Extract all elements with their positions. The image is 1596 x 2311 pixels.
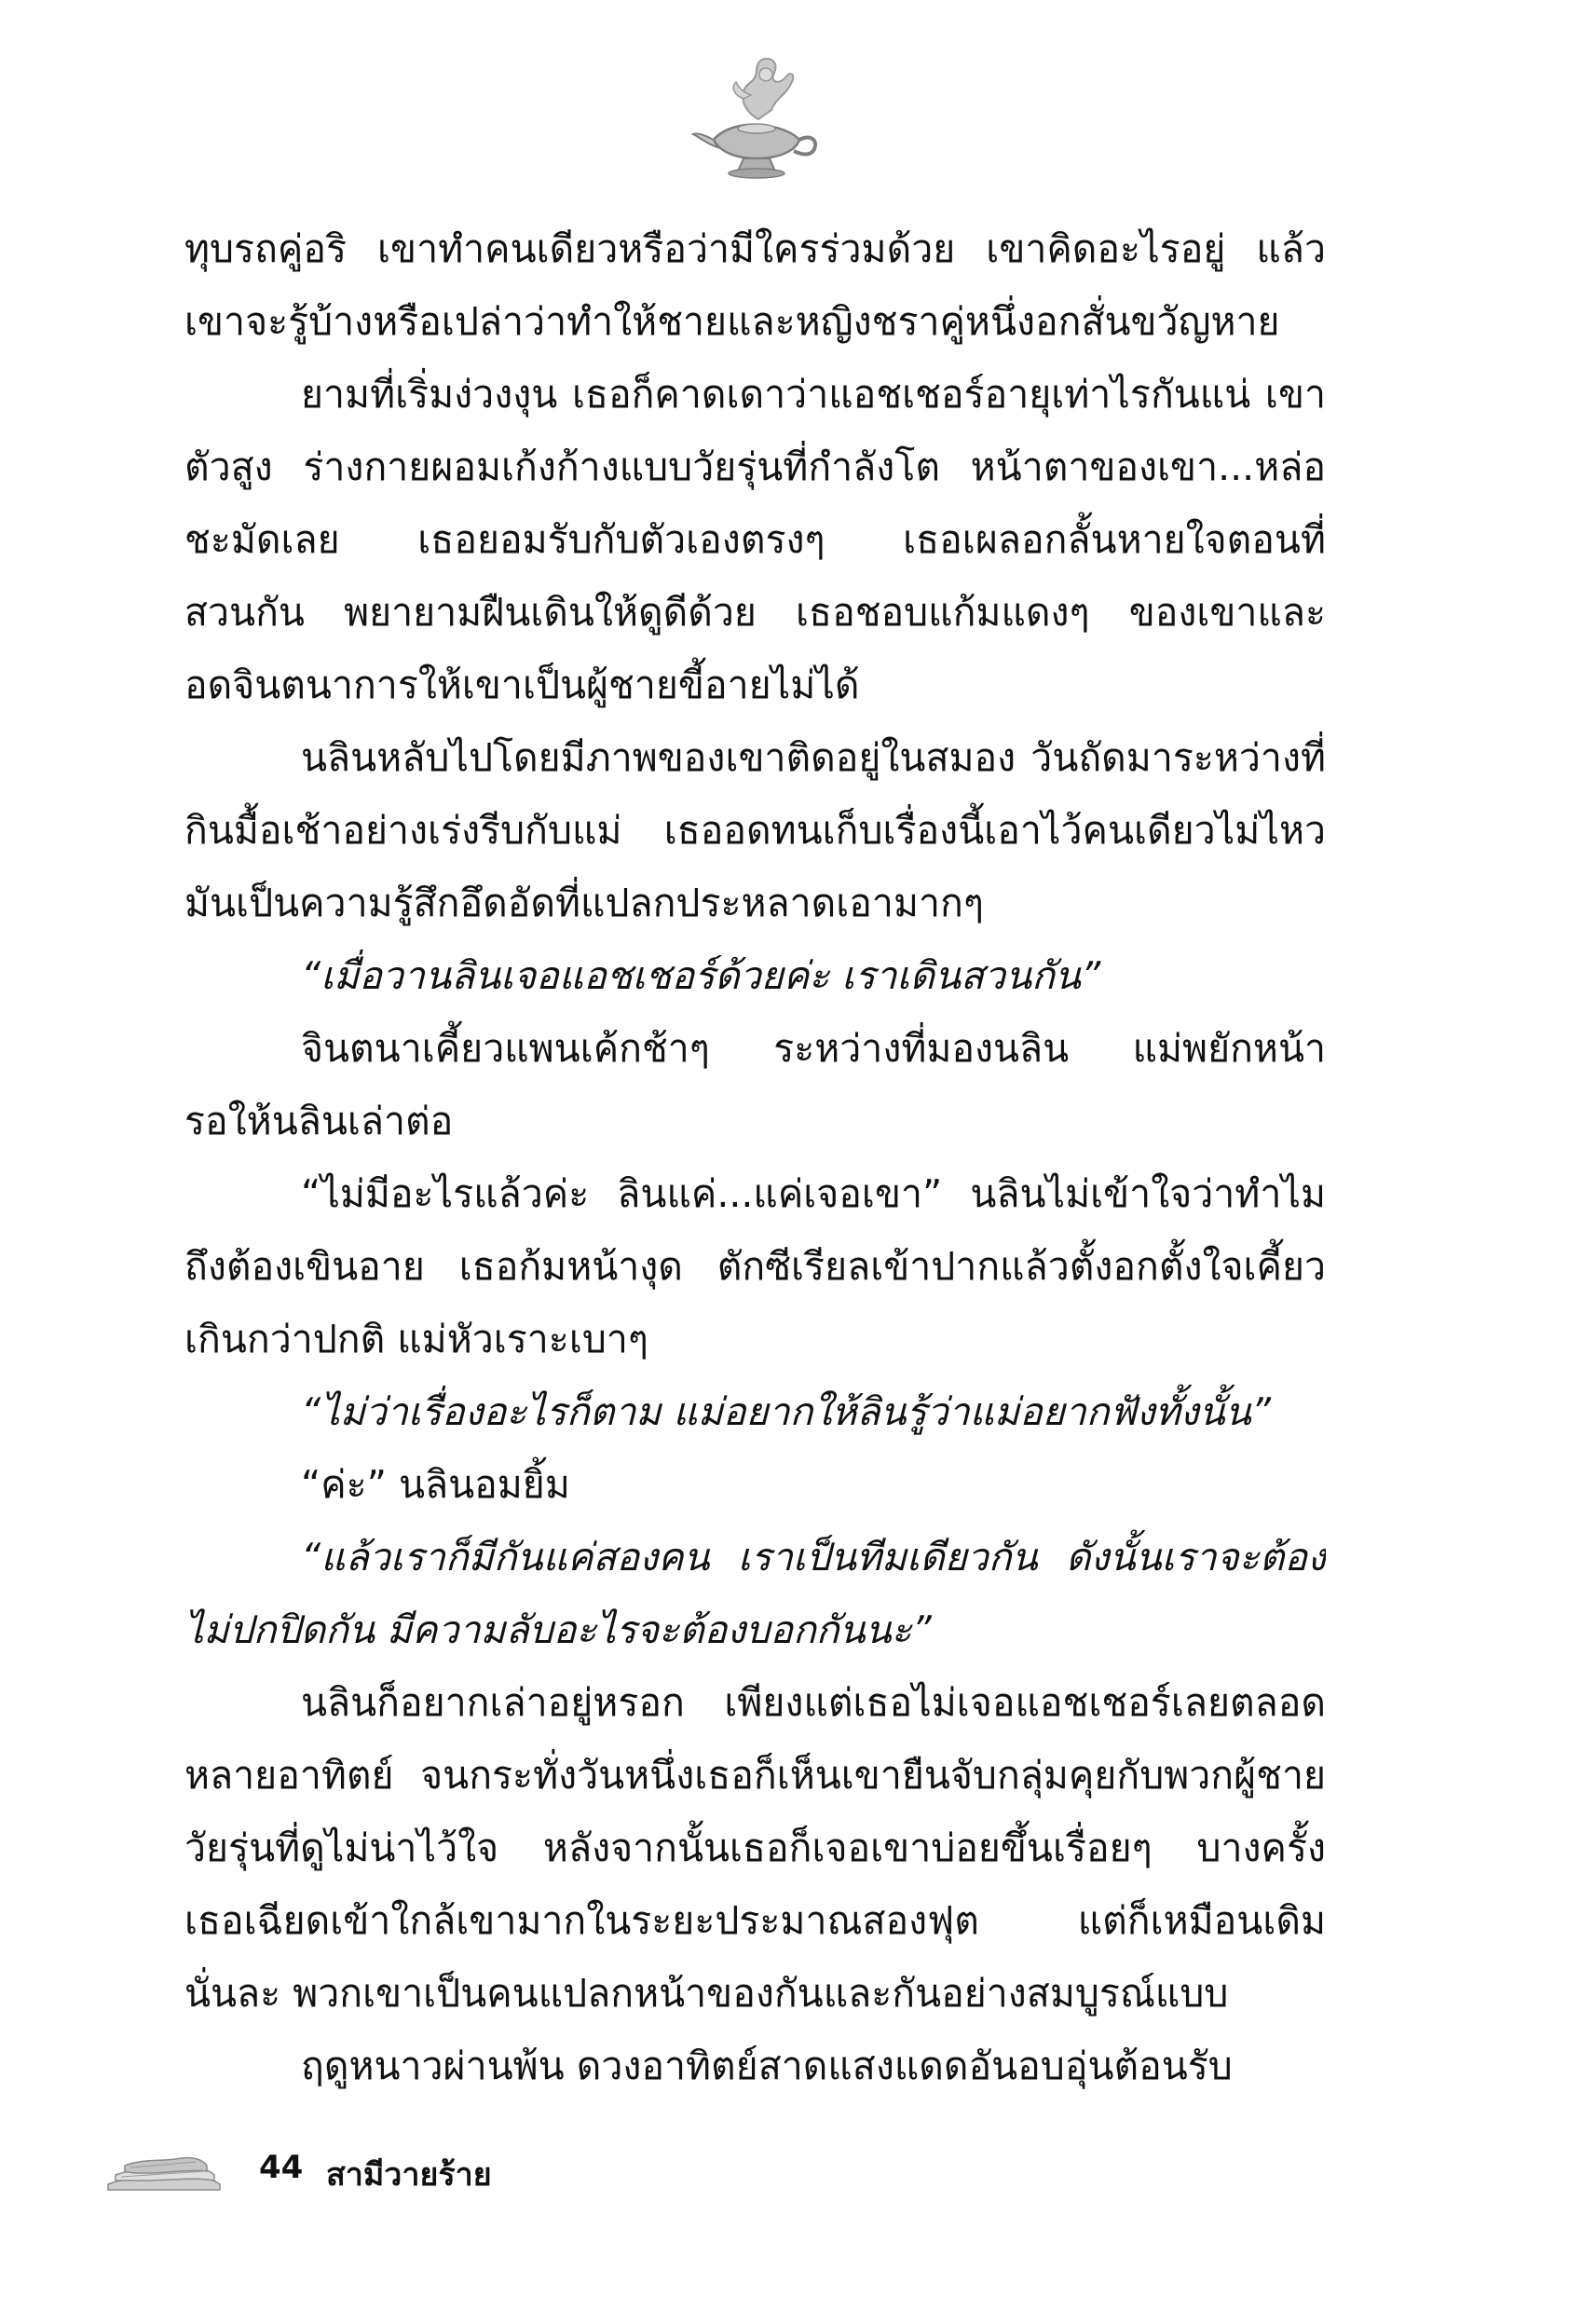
book-title: สามีวายร้าย xyxy=(326,2156,492,2194)
text-line: รอให้นลินเล่าต่อ xyxy=(184,1099,454,1143)
text-line: จินตนาเคี้ยวแพนเค้กช้าๆ ระหว่างที่มองนลิน แม่พยักหน้า xyxy=(301,1026,1326,1071)
italic-dialogue: “ไม่ว่าเรื่องอะไรก็ตาม แม่อยากให้ลินรู้ว่าแม่อยากฟังทั้งนั้น” xyxy=(301,1389,1271,1434)
italic-dialogue: “เมื่อวานลินเจอแอชเชอร์ด้วยค่ะ เราเดินสวนกัน” xyxy=(301,953,1101,998)
text-line: นลินหลับไปโดยมีภาพของเขาติดอยู่ในสมอง วันถัดมาระหว่างที่ xyxy=(301,735,1326,780)
text-line: “ไม่มีอะไรแล้วค่ะ ลินแค่...แค่เจอเขา” นลินไม่เข้าใจว่าทำไม xyxy=(301,1171,1326,1216)
text-line: มันเป็นความรู้สึกอึดอัดที่แปลกประหลาดเอามากๆ xyxy=(184,881,984,925)
text-line: ถึงต้องเขินอาย เธอก้มหน้างุด ตักซีเรียลเข้าปากแล้วตั้งอกตั้งใจเคี้ยว xyxy=(184,1244,1326,1289)
italic-dialogue: ไม่ปกปิดกัน มีความลับอะไรจะต้องบอกกันนะ” xyxy=(184,1607,932,1652)
text-line: สวนกัน พยายามฝืนเดินให้ดูดีด้วย เธอชอบแก้มแดงๆ ของเขาและ xyxy=(184,590,1326,635)
text-line: ชะมัดเลย เธอยอมรับกับตัวเองตรงๆ เธอเผลอกลั้นหายใจตอนที่ xyxy=(184,517,1326,562)
text-line: กินมื้อเช้าอย่างเร่งรีบกับแม่ เธออดทนเก็บเรื่องนี้เอาไว้คนเดียวไม่ไหว xyxy=(184,808,1326,853)
text-line: นลินก็อยากเล่าอยู่หรอก เพียงแต่เธอไม่เจอแอชเชอร์เลยตลอด xyxy=(301,1680,1326,1725)
text-line: “ค่ะ” นลินอมยิ้ม xyxy=(301,1462,570,1507)
stacked-books-icon xyxy=(102,2147,224,2194)
text-line: ตัวสูง ร่างกายผอมเก้งก้างแบบวัยรุ่นที่กำลังโต หน้าตาของเขา...หล่อ xyxy=(184,444,1326,489)
text-line: อดจินตนาการให้เขาเป็นผู้ชายขี้อายไม่ได้ xyxy=(184,663,860,707)
dialogue-line xyxy=(184,1375,1326,1448)
dialogue-line xyxy=(184,1593,1326,1666)
text-line: ทุบรถคู่อริ เขาทำคนเดียวหรือว่ามีใครร่วมด้วย เขาคิดอะไรอยู่ แล้ว xyxy=(184,226,1326,271)
dialogue-line xyxy=(184,1521,1326,1593)
italic-dialogue: “แล้วเราก็มีกันแค่สองคน เราเป็นทีมเดียวกัน ดังนั้นเราจะต้อง xyxy=(301,1535,1326,1579)
genie-lamp-icon xyxy=(686,54,825,185)
dialogue-line xyxy=(184,939,1326,1012)
text-line: นั่นละ พวกเขาเป็นคนแปลกหน้าของกันและกันอย่างสมบูรณ์แบบ xyxy=(184,1971,1229,2016)
text-line: ฤดูหนาวผ่านพ้น ดวงอาทิตย์สาดแสงแดดอันอบอุ่นต้อนรับ xyxy=(301,2044,1233,2088)
page-footer xyxy=(102,2143,662,2199)
text-line: วัยรุ่นที่ดูไม่น่าไว้ใจ หลังจากนั้นเธอก็เจอเขาบ่อยขึ้นเรื่อยๆ บางครั้ง xyxy=(184,1826,1326,1870)
text-line: เขาจะรู้บ้างหรือเปล่าว่าทำให้ชายและหญิงชราคู่หนึ่งอกสั่นขวัญหาย xyxy=(184,299,1280,344)
body-text xyxy=(184,212,1326,2102)
text-line: เธอเฉียดเข้าใกล้เขามากในระยะประมาณสองฟุต แต่ก็เหมือนเดิม xyxy=(184,1898,1326,1943)
page-number: 44 xyxy=(259,2149,304,2186)
text-line: เกินกว่าปกติ แม่หัวเราะเบาๆ xyxy=(184,1317,648,1361)
text-line: หลายอาทิตย์ จนกระทั่งวันหนึ่งเธอก็เห็นเขายืนจับกลุ่มคุยกับพวกผู้ชาย xyxy=(184,1753,1326,1798)
text-line: ยามที่เริ่มง่วงงุน เธอก็คาดเดาว่าแอชเชอร์อายุเท่าไรกันแน่ เขา xyxy=(301,372,1326,417)
